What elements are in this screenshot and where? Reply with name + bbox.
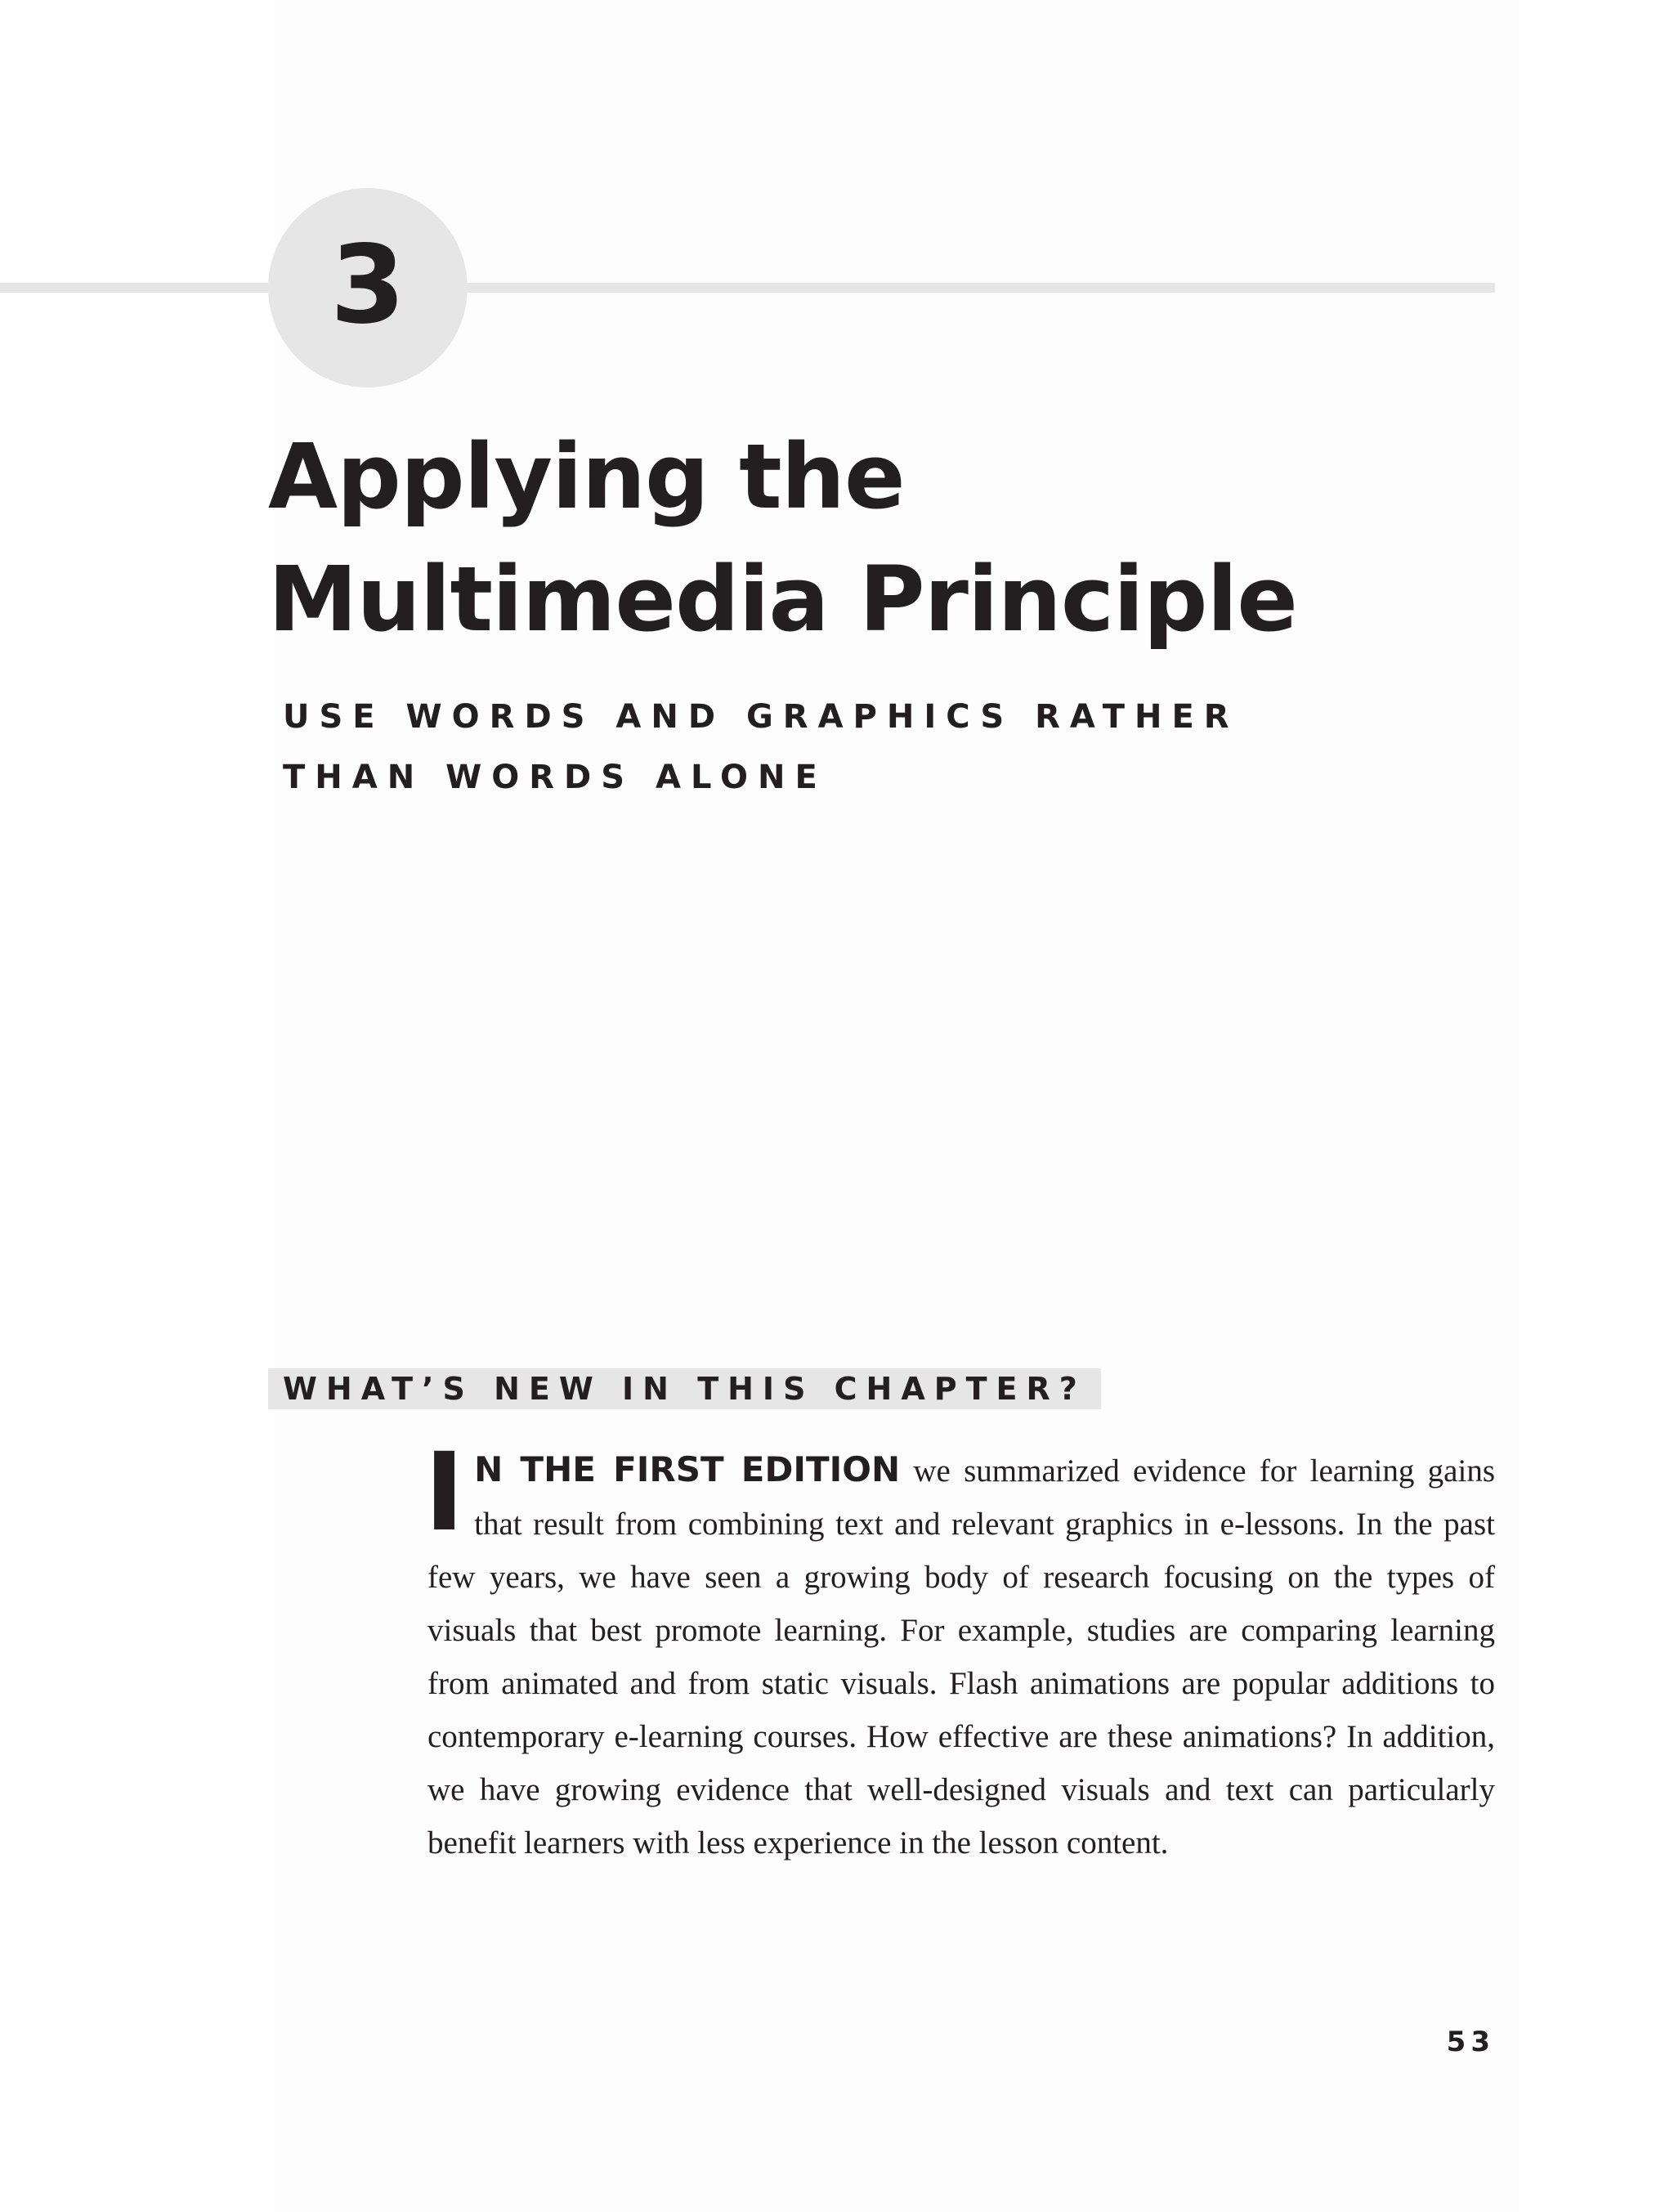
section-heading: WHAT’S NEW IN THIS CHAPTER?	[268, 1368, 1101, 1409]
body-text: we summarized evidence for learning gains that result from combining text and relevant graphics in e-lessons. In the past few years, we have seen a growing body of research focusing on the types of visuals that best promote learning. For example, studies are comparing learning from animated and from static visuals. Flash animations are popular additions to contemporary e-learning courses. How effective are these animations? In addition, we have growing evidence that well-designed visuals and text can particularly benefit learners with less experience in the lesson content.	[427, 1453, 1495, 1860]
page-margin-right	[1519, 0, 1674, 2212]
page-number: 53	[1446, 2026, 1495, 2058]
chapter-subtitle	[283, 687, 1427, 808]
body-paragraph	[424, 1430, 1495, 1869]
chapter-number: 3	[330, 222, 405, 348]
drop-cap: I	[424, 1430, 465, 1556]
chapter-subtitle-line: USE WORDS AND GRAPHICS RATHER	[283, 698, 1239, 736]
chapter-rule	[0, 283, 1495, 293]
chapter-title: Applying the Multimedia Principle	[268, 424, 1297, 652]
lead-in-text: N THE FIRST EDITION	[474, 1449, 901, 1489]
page-margin-left	[0, 0, 274, 2212]
chapter-subtitle-line: THAN WORDS ALONE	[283, 759, 827, 796]
chapter-number-badge	[268, 188, 468, 387]
